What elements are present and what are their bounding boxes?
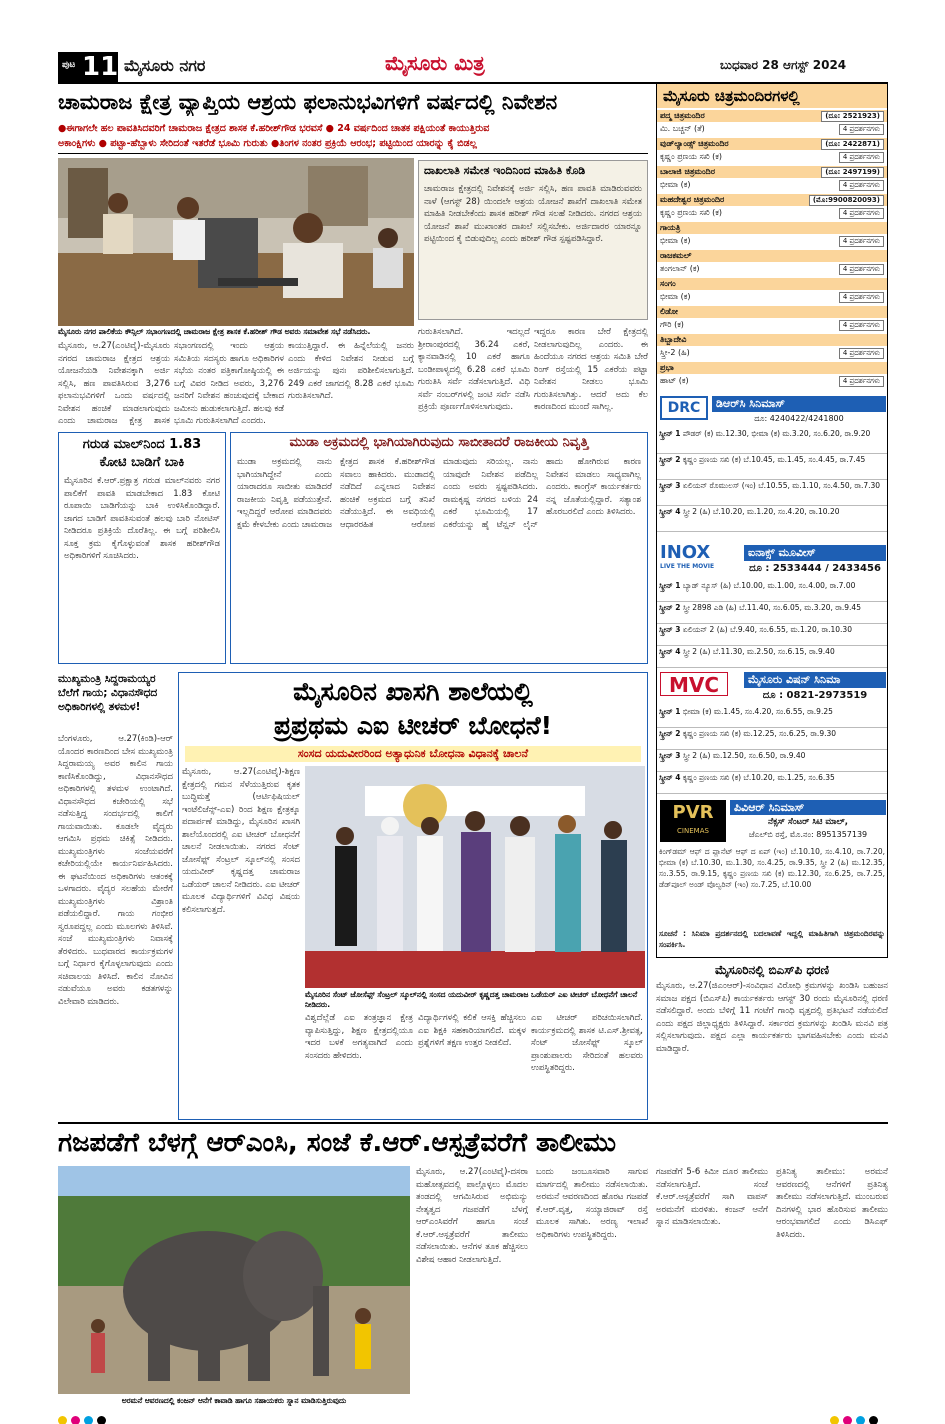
screen-label: ಸ್ಕ್ರೀನ್ 4 <box>659 773 681 782</box>
theatre-name <box>657 194 887 206</box>
movie-title: ಕೃಷ್ಣಂ ಪ್ರಣಯ ಸಖಿ (ಕ) <box>660 152 722 161</box>
shows-count: 4 ಪ್ರದರ್ಶನಗಳು <box>839 320 884 331</box>
section-title: ಮೈಸೂರು ನಗರ <box>124 56 206 75</box>
theatre-movie <box>657 319 887 331</box>
movie-title: ಹಾಟ್ (ಕ) <box>660 376 689 385</box>
issue-date: ಬುಧವಾರ 28 ಆಗಸ್ಟ್ 2024 <box>720 58 847 72</box>
shows-count: 4 ಪ್ರದರ್ಶನಗಳು <box>839 348 884 359</box>
theatre-name <box>657 306 887 318</box>
showtimes: ಏಲಿಯನ್ ರೊಮುಲಸ್ (ಇಂ) ಬೆ.10.55, ಮ.1.10, ಸಂ.4.50, ರಾ.7.30 <box>682 481 881 490</box>
ai-headline-2: ಪ್ರಪ್ರಥಮ ಎಐ ಟೀಚರ್ ಬೋಧನೆ! <box>273 711 553 740</box>
lead-column-3: ಕಾಯುತ್ತಿದ್ದಾರೆ. ಈ ಹಿನ್ನೆಲೆಯಲ್ಲಿ ಜನರು ಎಂದು ಕೇಳಿದ ನಿವೇಶನ ನೀಡುವ ಬಗ್ಗೆ ಅರ್ಜಿಯನ್ನು ಪುನಃ ಪರಿಶೀಲಿಸಲಾಗುತ್ತಿದೆ. 249 ಎಕರೆ ಜಾಗದಲ್ಲಿ 8.28 ಎಕರೆ ಭೂಮಿ ಗುರುತಿಸಲಾಗಿದೆ. <box>288 341 414 401</box>
movie-title: ಭೀಮಾ (ಕ) <box>660 180 691 189</box>
showtime-row <box>657 480 887 506</box>
theatre-phone: (ದೂ: 2422871) <box>821 139 884 150</box>
theatre-name <box>657 222 887 234</box>
showtime-row <box>657 728 887 750</box>
showtime-row <box>657 428 887 454</box>
screen-label: ಸ್ಕ್ರೀನ್ 1 <box>659 429 681 438</box>
theatre-movie <box>657 263 887 275</box>
theatre-title: ವುಡ್‌ಲ್ಯಾಂಡ್ಸ್ ಚಿತ್ರಮಂದಿರ <box>660 139 729 148</box>
shows-count: 4 ಪ್ರದರ್ಶನಗಳು <box>839 152 884 163</box>
showtime-row <box>657 646 887 668</box>
theatre-movie <box>657 123 887 135</box>
shows-count: 4 ಪ್ರದರ್ಶನಗಳು <box>839 264 884 275</box>
garuda-text: ಮೈಸೂರಿನ ಕೆ.ಆರ್.ಪ್ರಕ್ಷಾತ್ರ ಗರುಡ ಮಾಲ್‌ನವರು ನಗರ ಪಾಲಿಕೆಗೆ ಪಾವತಿ ಮಾಡಬೇಕಾದ 1.83 ಕೋಟಿ ರೂಪಾಯಿ ಬಾಡಿಗೆಯನ್ನು ಬಾಕಿ ಉಳಿಸಿಕೊಂಡಿದ್ದಾರೆ. ಜಾಗದ ಬಾಡಿಗೆ ಪಾವತಿಸುವಂತೆ ಹಲವು ಬಾರಿ ನೋಟಿಸ್ ನೀಡಿದರೂ ಪ್ರತಿಕ್ರಿಯೆ ದೊರೆತಿಲ್ಲ. ಈ ಬಗ್ಗೆ ಪರಿಶೀಲಿಸಿ ಸೂಕ್ತ ಕ್ರಮ ಕೈಗೊಳ್ಳುವಂತೆ ಶಾಸಕ ಹರೀಶ್‌ಗೌಡ ಅಧಿಕಾರಿಗಳಿಗೆ ಸೂಚಿಸಿದರು. <box>64 476 220 561</box>
records-box-text: ಚಾಮರಾಜ ಕ್ಷೇತ್ರದಲ್ಲಿ ನಿವೇಶನಕ್ಕೆ ಅರ್ಜಿ ಸಲ್ಲಿಸಿ, ಹಣ ಪಾವತಿ ಮಾಡಿರುವವರು ನಾಳೆ (ಆಗಸ್ಟ್ 28) ಯಿಂದಲೇ ಆಶ್ರಯ ಯೋಜನೆ ಶಾಖೆಗೆ ದಾಖಲಾತಿ ಸಮೇತ ಮಾಹಿತಿ ನೀಡಬೇಕೆಂದು ಶಾಸಕ ಹರೀಶ್ ಗೌಡ ಸಲಹೆ ನೀಡಿದರು. ನಗರದ ಆಶ್ರಯ ಯೋಜನೆ ಶಾಖೆ ಮುಖಾಂತರ ದಾಖಲೆ ಸಲ್ಲಿಸಬೇಕು. ಅರ್ಜಿದಾರರ ಯಾರನ್ನೂ ಪಟ್ಟಿಯಿಂದ ಕೈ ಬಿಡುವುದಿಲ್ಲ ಎಂದು ಹರೀಶ್ ಗೌಡ ಸ್ಪಷ್ಟಪಡಿಸಿದ್ದಾರೆ. <box>424 184 642 244</box>
screen-label: ಸ್ಕ್ರೀನ್ 3 <box>659 481 681 490</box>
theatre-title: ರಾಜಕಮಲ್ <box>660 251 692 260</box>
showtime-row <box>657 772 887 794</box>
shows-count: 4 ಪ್ರದರ್ಶನಗಳು <box>839 208 884 219</box>
showtimes: ಸ್ತ್ರೀ 2 (ಹಿ) ಮ.12.50, ಸಂ.6.50, ರಾ.9.40 <box>682 751 806 760</box>
theatre-title: ತಿಬ್ಬಾದೇವಿ <box>660 335 687 344</box>
elephant-photo <box>58 1166 410 1394</box>
showtimes: ಸ್ತ್ರೀ 2898 ಎಡಿ (ಹಿ) ಬೆ.11.40, ಸಂ.6.05, ಮ.3.20, ರಾ.9.45 <box>682 603 861 612</box>
showtime-row <box>657 624 887 646</box>
theatre-movie <box>657 291 887 303</box>
movie-title: ತಂಗಲಾನ್ (ಕ) <box>660 264 700 273</box>
showtimes: ಕೃಷ್ಣಂ ಪ್ರಣಯ ಸಖಿ (ಕ) ಮ.12.25, ಸಂ.6.25, ರಾ.9.30 <box>682 729 837 738</box>
theatre-name <box>657 166 887 178</box>
drc-phone: ದೂ: 4240422/4241800 <box>754 414 844 423</box>
screen-label: ಸ್ಕ್ರೀನ್ 3 <box>659 751 681 760</box>
cinema-title: ಮೈಸೂರು ಚಿತ್ರಮಂದಿರಗಳಲ್ಲಿ <box>657 84 887 108</box>
inox-logo-text: INOX <box>660 542 711 563</box>
pvr-location: ನೆಕ್ಸಸ್ ಸೆಂಟರ್ ಸಿಟಿ ಮಾಲ್, <box>768 817 848 827</box>
inox-name: ಐನಾಕ್ಸ್ ಮೂವೀಸ್ <box>744 545 886 561</box>
lead-bullets-1: ●ಈಗಾಗಲೇ ಹಲ ಪಾವತಿಸಿದವರಿಗೆ ಚಾಮರಾಜ ಕ್ಷೇತ್ರದ ಶಾಸಕ ಕೆ.ಹರೀಶ್‌ಗೌಡ ಭರವಸೆ ● 24 ವರ್ಷದಿಂದ ಚಾತಕ ಪಕ್ಷಿಯಂತೆ ಕಾಯುತ್ತಿರುವ <box>58 123 490 134</box>
theatre-movie <box>657 375 887 387</box>
garuda-headline-2: ಕೋಟಿ ಬಾಡಿಗೆ ಬಾಕಿ <box>99 455 185 470</box>
theatre-movie <box>657 179 887 191</box>
records-box <box>418 160 648 320</box>
movie-title: ಭೀಮಾ (ಕ) <box>660 236 691 245</box>
lead-photo-caption: ಮೈಸೂರು ನಗರ ಪಾಲಿಕೆಯ ಕೌನ್ಸಿಲ್ ಸಭಾಂಗಣದಲ್ಲಿ ಚಾಮರಾಜ ಕ್ಷೇತ್ರ ಶಾಸಕ ಕೆ.ಹರೀಶ್ ಗೌಡ ಅವರು ಸಮಾವೇಶ ಸಭೆ ನಡೆಸಿದರು. <box>58 327 371 336</box>
theatre-phone: (ದೂ: 2521923) <box>821 111 884 122</box>
pvr-name: ಪಿವಿಆರ್ ಸಿನಿಮಾಸ್ <box>730 800 886 815</box>
pvr-logo <box>660 800 726 842</box>
showtime-row <box>657 580 887 602</box>
records-box-title: ದಾಖಲಾತಿ ಸಮೇತ ಇಂದಿನಿಂದ ಮಾಹಿತಿ ಕೊಡಿ <box>424 164 586 177</box>
pvr-schedule: ಕಿಂಗ್‌ಡಮ್ ಆಫ್ ದ ಪ್ಲಾನೆಟ್ ಆಫ್ ದ ಏಪ್ (ಇಂ) ಬೆ.10.10, ಸಂ.4.10, ರಾ.7.20, ಭೀಮಾ (ಕ) ಬೆ.10.30, ಮ.1.30, ಸಂ.4.25, ರಾ.9.35, ಸ್ತ್ರೀ 2 (ಹಿ) ಮ.12.35, ಸಂ.3.55, ರಾ.9.15, ಕೃಷ್ಣಂ ಪ್ರಣಯ ಸಖಿ (ಕ) ಮ.12.30, ಸಂ.6.25, ರಾ.7.25, ಡೆಡ್‌ಪೂಲ್ ಅಂಡ್ ವೊಲ್ವರಿನ್ (ಇಂ) ಸಂ.7.25, ಬೆ.10.00 <box>659 847 885 889</box>
page-number-badge <box>58 52 118 82</box>
registration-dots-right <box>830 1410 882 1424</box>
lead-column-1: ಮೈಸೂರು, ಆ.27(ಎಂಟಿವೈ)-ಮೈಸೂರು ನಗರದ ಚಾಮರಾಜ ಕ್ಷೇತ್ರದ ಆಶ್ರಯ ಯೋಜನೆಯಡಿ ನಿವೇಶನಕ್ಕಾಗಿ ಅರ್ಜಿ ಸಲ್ಲಿಸಿ, ಹಣ ಪಾವತಿಸಿರುವ 3,276 ಫಲಾನುಭವಿಗಳಿಗೆ ಒಂದು ವರ್ಷದಲ್ಲಿ ನಿವೇಶನ ಹಂಚಿಕೆ ಮಾಡಲಾಗುವುದು ಎಂದು ಚಾಮರಾಜ ಕ್ಷೇತ್ರ ಶಾಸಕ <box>58 341 170 426</box>
theatre-movie <box>657 207 887 219</box>
garuda-headline-1: ಗರುಡ ಮಾಲ್‌ನಿಂದ 1.83 <box>82 437 202 452</box>
movie-title: ಸ್ತ್ರೀ-2 (ಹಿ) <box>660 348 690 357</box>
drc-name: ಡಿಆರ್‌ಸಿ ಸಿನಿಮಾಸ್ <box>712 396 886 412</box>
bsp-text: ಮೈಸೂರು, ಆ.27(ಜಿಎಂಆರ್)-ಸಂವಿಧಾನ ವಿರೋಧಿ ಕ್ರಮಗಳನ್ನು ಖಂಡಿಸಿ ಬಹುಜನ ಸಮಾಜ ಪಕ್ಷದ (ಬಿಎಸ್‌ಪಿ) ಕಾರ್ಯಕರ್ತರು ಆಗಸ್ಟ್ 30 ರಂದು ಮೈಸೂರಿನಲ್ಲಿ ಧರಣಿ ನಡೆಸಲಿದ್ದಾರೆ. ಅಂದು ಬೆಳಿಗ್ಗೆ 11 ಗಂಟೆಗೆ ಗಾಂಧಿ ವೃತ್ತದಲ್ಲಿ ಪ್ರತಿಭಟನೆ ನಡೆಯಲಿದೆ ಎಂದು ಪಕ್ಷದ ಜಿಲ್ಲಾಧ್ಯಕ್ಷರು ತಿಳಿಸಿದ್ದಾರೆ. ಸರ್ಕಾರದ ಕ್ರಮಗಳನ್ನು ಖಂಡಿಸಿ ಮನವಿ ಪತ್ರ ಸಲ್ಲಿಸಲಾಗುವುದು. ಪಕ್ಷದ ಎಲ್ಲಾ ಕಾರ್ಯಕರ್ತರು ಭಾಗವಹಿಸಬೇಕು ಎಂದು ಮನವಿ ಮಾಡಿದ್ದಾರೆ. <box>656 981 888 1054</box>
showtimes: ಭೀಮಾ (ಕ) ಮ.1.45, ಸಂ.4.20, ಸಂ.6.55, ರಾ.9.25 <box>682 707 833 716</box>
theatre-name <box>657 362 887 374</box>
screen-label: ಸ್ಕ್ರೀನ್ 4 <box>659 647 681 656</box>
elephant-photo-caption: ಅರಮನೆ ಆವರಣದಲ್ಲಿ ಕಂಜನ್ ಆನೆಗೆ ಕಾವಾಡಿ ಹಾಗೂ ಸಹಾಯಕರು ಸ್ನಾನ ಮಾಡಿಸುತ್ತಿರುವುದು <box>121 1396 347 1405</box>
showtime-row <box>657 750 887 772</box>
theatre-movie <box>657 347 887 359</box>
theatre-title: ಪದ್ಮ ಚಿತ್ರಮಂದಿರ <box>660 111 705 120</box>
theatre-title: ಮಹದೇಶ್ವರ ಚಿತ್ರಮಂದಿರ <box>660 195 725 204</box>
shows-count: 4 ಪ್ರದರ್ಶನಗಳು <box>839 376 884 387</box>
inox-logo <box>660 543 740 575</box>
page-number: 11 <box>82 52 119 82</box>
movie-title: ಮಿ. ಬಚ್ಚನ್ (ತೆ) <box>660 124 705 133</box>
showtimes: ಬ್ಯಾಡ್ ನ್ಯೂಸ್ (ಹಿ) ಬೆ.10.00, ಮ.1.00, ಸಂ.4.00, ರಾ.7.00 <box>682 581 856 590</box>
screen-label: ಸ್ಕ್ರೀನ್ 2 <box>659 455 681 464</box>
showtime-row <box>657 506 887 532</box>
muda-headline: ಮುಡಾ ಅಕ್ರಮದಲ್ಲಿ ಭಾಗಿಯಾಗಿರುವುದು ಸಾಬೀತಾದರೆ ರಾಜಕೀಯ ನಿವೃತ್ತಿ <box>289 435 589 450</box>
showtime-row <box>657 706 887 728</box>
theatre-title: ಪ್ರಭಾ <box>660 363 674 372</box>
screen-label: ಸ್ಕ್ರೀನ್ 1 <box>659 581 681 590</box>
movie-title: ಗೌರಿ (ಕ) <box>660 320 684 329</box>
inox-tagline: LIVE THE MOVIE <box>660 563 715 570</box>
showtimes: ಸ್ತ್ರೀ 2 (ಹಿ) ಬೆ.10.20, ಮ.1.20, ಸಂ.4.20, ರಾ.10.20 <box>682 507 840 516</box>
showtimes: ಪೌಡರ್ (ಕ) ಮ.12.30, ಭೀಮಾ (ಕ) ಮ.3.20, ಸಂ.6.20, ರಾ.9.20 <box>682 429 871 438</box>
theatre-movie <box>657 151 887 163</box>
showtime-row <box>657 454 887 480</box>
gajapade-headline: ಗಜಪಡೆಗೆ ಬೆಳಗ್ಗೆ ಆರ್‌ಎಂಸಿ, ಸಂಜೆ ಕೆ.ಆರ್.ಆಸ್ಪತ್ರೆವರೆಗೆ ತಾಲೀಮು <box>58 1128 617 1158</box>
registration-dots-left <box>58 1410 110 1424</box>
lead-column-5: ಇದ್ದರೂ ಕಾರಣ ಬೇರೆ ಕ್ಷೇತ್ರದಲ್ಲಿ ನೀಡಲಾಗುವುದಿಲ್ಲ ಎಂದರು. ಈ ಹಿಂದೆಯೂ ನಗರದ ಆಶ್ರಯ ಸಮಿತಿ ಬೇರೆ ರಿಂಗ್ ರಸ್ತೆಯಲ್ಲಿ 15 ಎಕರೆಯ ಪಟ್ಟಾ ನಿವೇಶನ ನೀಡಲು ಭೂಮಿ ಗುರುತಿಸಲಾಗಿತ್ತು. ಆದರೆ ಅದು ಕೆಲ ಕಾರಣದಿಂದ ಮುಂದೆ ಸಾಗಿಲ್ಲ. <box>534 327 648 412</box>
ai-event-photo <box>305 766 645 988</box>
shows-count: 4 ಪ್ರದರ್ಶನಗಳು <box>839 180 884 191</box>
gajapade-column-1: ಮೈಸೂರು, ಆ.27(ಎಂಟಿವೈ)-ದಸರಾ ಮಹೋತ್ಸವದಲ್ಲಿ ಪಾಲ್ಗೊಳ್ಳಲು ಮೊದಲ ತಂಡದಲ್ಲಿ ಆಗಮಿಸಿರುವ ಅಭಿಮನ್ಯು ನೇತೃತ್ವದ ಗಜಪಡೆಗೆ ಬೆಳಗ್ಗೆ ಆರ್‌ಎಂಸಿವರೆಗೆ ಹಾಗೂ ಸಂಜೆ ಕೆ.ಆರ್.ಆಸ್ಪತ್ರೆವರೆಗೆ ತಾಲೀಮು ನಡೆಸಲಾಯಿತು. ಆನೆಗಳ ತೂಕ ಹೆಚ್ಚಿಸಲು ವಿಶೇಷ ಆಹಾರ ನೀಡಲಾಗುತ್ತಿದೆ. <box>416 1167 528 1265</box>
gajapade-column-4: ಪ್ರತಿನಿತ್ಯ ತಾಲೀಮು: ಅರಮನೆ ಆವರಣದಲ್ಲಿ ಆನೆಗಳಿಗೆ ಪ್ರತಿನಿತ್ಯ ತಾಲೀಮು ನಡೆಸಲಾಗುತ್ತಿದೆ. ಮುಂಬರುವ ದಿನಗಳಲ್ಲಿ ಭಾರ ಹೊರಿಸುವ ತಾಲೀಮು ಆರಂಭವಾಗಲಿದೆ ಎಂದು ಡಿಸಿಎಫ್ ತಿಳಿಸಿದರು. <box>776 1167 888 1240</box>
theatre-name <box>657 278 887 290</box>
theatre-title: ಲಿಡೋ <box>660 307 678 316</box>
theatre-name <box>657 250 887 262</box>
showtime-row <box>657 602 887 624</box>
showtimes: ಏಲಿಯನ್ 2 (ಹಿ) ಬೆ.9.40, ಸಂ.6.55, ಮ.1.20, ರಾ.10.30 <box>682 625 852 634</box>
ai-headline-1: ಮೈಸೂರಿನ ಖಾಸಗಿ ಶಾಲೆಯಲ್ಲಿ <box>293 677 533 706</box>
lead-headline: ಚಾಮರಾಜ ಕ್ಷೇತ್ರ ವ್ಯಾಪ್ತಿಯ ಆಶ್ರಯ ಫಲಾನುಭವಿಗಳಿಗೆ ವರ್ಷದಲ್ಲಿ ನಿವೇಶನ <box>58 90 558 114</box>
theatre-title: ಸಂಗಂ <box>660 279 676 288</box>
lead-column-2: ಸಭಾಂಗಣದಲ್ಲಿ ಇಂದು ಆಶ್ರಯ ಸಮಿತಿಯ ಸದಸ್ಯರು ಹಾಗೂ ಅಧಿಕಾರಿಗಳ ಸಭೆಯ ನಂತರ ಪತ್ರಿಕಾಗೋಷ್ಠಿಯಲ್ಲಿ ಈ ಬಗ್ಗೆ ವಿವರ ನೀಡಿದ ಅವರು, 3,276 ಜನರಿಗೆ ನಿವೇಶನ ಹಂಚುವುದಕ್ಕೆ ಬೇಕಾದ ಜಮೀನು ಹುಡುಕಲಾಗುತ್ತಿದೆ. ಹಲವು ಕಡೆ ಭೂಮಿ ಗುರುತಿಸಲಾಗಿದೆ ಎಂದರು. <box>174 341 284 426</box>
mvc-name: ಮೈಸೂರು ವಿಷನ್ ಸಿನಿಮಾ <box>744 672 886 688</box>
divider <box>58 153 648 154</box>
showtimes: ಕೃಷ್ಣಂ ಪ್ರಣಯ ಸಖಿ (ಕ) ಬೆ.10.20, ಮ.1.25, ಸಂ.6.35 <box>682 773 835 782</box>
screen-label: ಸ್ಕ್ರೀನ್ 2 <box>659 729 681 738</box>
muda-text: ಮುಡಾ ಅಕ್ರಮದಲ್ಲಿ ನಾನು ಭಾಗಿಯಾಗಿದ್ದೇನೆ ಎಂದು ಯಾರಾದರೂ ಸಾಬೀತು ಮಾಡಿದರೆ ರಾಜಕೀಯ ನಿವೃತ್ತಿ ಪಡೆಯುತ್ತೇನೆ. ಇಲ್ಲದಿದ್ದರೆ ಆರೋಪ ಮಾಡಿದವರು ಕ್ಷಮೆ ಕೇಳಬೇಕು ಎಂದು ಚಾಮರಾಜ ಕ್ಷೇತ್ರದ ಶಾಸಕ ಕೆ.ಹರೀಶ್‌ಗೌಡ ಸವಾಲು ಹಾಕಿದರು. ಮುಡಾದಲ್ಲಿ ನಡೆದಿದೆ ಎನ್ನಲಾದ ನಿವೇಶನ ಹಂಚಿಕೆ ಅಕ್ರಮದ ಬಗ್ಗೆ ತನಿಖೆ ನಡೆಯುತ್ತಿದೆ. ಈ ಅವಧಿಯಲ್ಲಿ ಆಧಾರರಹಿತ ಆರೋಪ ಮಾಡುವುದು ಸರಿಯಲ್ಲ. ನಾನು ಯಾವುದೇ ನಿವೇಶನ ಪಡೆದಿಲ್ಲ ಎಂದು ಅವರು ಸ್ಪಷ್ಟಪಡಿಸಿದರು. ರಾಮಕೃಷ್ಣ ನಗರದ ಬಳಿಯ 24 ಎಕರೆ ಭೂಮಿಯಲ್ಲಿ 17 ಎಕರೆಯನ್ನು ಹೈ ಟೆನ್ಷನ್ ಲೈನ್ ಹಾದು ಹೋಗಿರುವ ಕಾರಣ ನಿವೇಶನ ಮಾಡಲು ಸಾಧ್ಯವಾಗಿಲ್ಲ ಎಂದರು. ಕಾಂಗ್ರೆಸ್ ಕಾರ್ಯಕರ್ತರು ನನ್ನ ಜೊತೆಯಲ್ಲಿದ್ದಾರೆ. ಸತ್ಯಾಂಶ ಹೊರಬರಲಿದೆ ಎಂದು ತಿಳಿಸಿದರು. <box>237 457 641 530</box>
inox-phone: ದೂ : 2533444 / 2433456 <box>749 563 881 574</box>
screen-label: ಸ್ಕ್ರೀನ್ 1 <box>659 707 681 716</box>
ai-subheadline: ಸಂಸದ ಯದುವೀರರಿಂದ ಅತ್ಯಾಧುನಿಕ ಬೋಧನಾ ವಿಧಾನಕ್ಕೆ ಚಾಲನೆ <box>185 746 641 762</box>
muda-box <box>230 432 648 664</box>
pvr-logo-sub: CINEMAS <box>677 827 709 835</box>
meeting-photo <box>58 158 414 326</box>
theatre-title: ಬಾಲಾಜಿ ಚಿತ್ರಮಂದಿರ <box>660 167 715 176</box>
siddaramaiah-text: ಬೆಂಗಳೂರು, ಆ.27(ಕಿಂಡಿ)-ಆರ್ ಯೊಂದರ ಕಾರಣದಿಂದ ಬೇಸ ಮುಖ್ಯಮಂತ್ರಿ ಸಿದ್ದರಾಮಯ್ಯ ಅವರ ಕಾಲಿನ ಗಾಯ ಕಾಣಿಸಿಕೊಂಡಿದ್ದು, ವಿಧಾನಸೌಧದ ಅಧಿಕಾರಿಗಳಲ್ಲಿ ತಳಮಳ ಉಂಟಾಗಿದೆ. ವಿಧಾನಸೌಧದ ಕಚೇರಿಯಲ್ಲಿ ಸಭೆ ನಡೆಸುತ್ತಿದ್ದ ಸಂದರ್ಭದಲ್ಲಿ ಕಾಲಿಗೆ ಗಾಯವಾಯಿತು. ಕೂಡಲೇ ವೈದ್ಯರು ಆಗಮಿಸಿ ಪ್ರಥಮ ಚಿಕಿತ್ಸೆ ನೀಡಿದರು. ಮುಖ್ಯಮಂತ್ರಿಗಳು ಸಂಜೆಯವರೆಗೆ ಕಚೇರಿಯಲ್ಲಿಯೇ ಕಾರ್ಯನಿರ್ವಹಿಸಿದರು. ಈ ಘಟನೆಯಿಂದ ಅಧಿಕಾರಿಗಳು ಆತಂಕಕ್ಕೆ ಒಳಗಾದರು. ವೈದ್ಯರ ಸಲಹೆಯ ಮೇರೆಗೆ ಮುಖ್ಯಮಂತ್ರಿಗಳು ವಿಶ್ರಾಂತಿ ಪಡೆಯಲಿದ್ದಾರೆ. ಗಾಯ ಗಂಭೀರ ಸ್ವರೂಪದ್ದಲ್ಲ ಎಂದು ಮೂಲಗಳು ತಿಳಿಸಿವೆ. ಸಂಜೆ ಮುಖ್ಯಮಂತ್ರಿಗಳು ನಿವಾಸಕ್ಕೆ ತೆರಳಿದರು. ಬುಧವಾರದ ಕಾರ್ಯಕ್ರಮಗಳ ಬಗ್ಗೆ ನಿರ್ಧಾರ ಕೈಗೊಳ್ಳಲಾಗುವುದು ಎಂದು ಸಚಿವಾಲಯ ತಿಳಿಸಿದೆ. ಕಾಲಿನ ನೋವಿನ ನಡುವೆಯೂ ಅವರು ಕಡತಗಳನ್ನು ವಿಲೇವಾರಿ ಮಾಡಿದರು. <box>58 734 173 1007</box>
newspaper-brand: ಮೈಸೂರು ಮಿತ್ರ <box>385 51 485 75</box>
theatre-phone: (ದೂ: 2497199) <box>821 167 884 178</box>
siddaramaiah-headline: ಮುಖ್ಯಮಂತ್ರಿ ಸಿದ್ದರಾಮಯ್ಯರ ಬೆಲೆಗೆ ಗಾಯ; ವಿಧಾನಸೌಧದ ಅಧಿಕಾರಿಗಳಲ್ಲಿ ತಳಮಳ! <box>58 673 158 713</box>
gajapade-column-2: ಬಂದು ಜಂಬೂಸವಾರಿ ಸಾಗುವ ಮಾರ್ಗದಲ್ಲಿ ತಾಲೀಮು ನಡೆಸಲಾಯಿತು. ಅರಮನೆ ಆವರಣದಿಂದ ಹೊರಟ ಗಜಪಡೆ ಕೆ.ಆರ್.ವೃತ್ತ, ಸಯ್ಯಾಜಿರಾವ್ ರಸ್ತೆ ಮೂಲಕ ಸಾಗಿತು. ಅರಣ್ಯ ಇಲಾಖೆ ಅಧಿಕಾರಿಗಳು ಉಪಸ್ಥಿತರಿದ್ದರು. <box>536 1167 648 1240</box>
cinema-note: ಸೂಚನೆ : ಸಿನಿಮಾ ಪ್ರದರ್ಶನದಲ್ಲಿ ಬದಲಾವಣೆ ಇದ್ದಲ್ಲಿ ಮಾಹಿತಿಗಾಗಿ ಚಿತ್ರಮಂದಿರವನ್ನು ಸಂಪರ್ಕಿಸಿ. <box>659 929 885 949</box>
theatre-name <box>657 138 887 150</box>
ai-column-1: ಮೈಸೂರು, ಆ.27(ಎಂಟಿವೈ)-ಶಿಕ್ಷಣ ಕ್ಷೇತ್ರದಲ್ಲಿ ಗಮನ ಸೆಳೆಯುತ್ತಿರುವ ಕೃತಕ ಬುದ್ಧಿಮತ್ತೆ (ಆರ್ಟಿಫಿಷಿಯಲ್ ಇಂಟೆಲಿಜೆನ್ಸ್-ಎಐ) ರಿಂದ ಶಿಕ್ಷಣ ಕ್ಷೇತ್ರಕ್ಕೂ ಪದಾರ್ಪಣೆ ಮಾಡಿದ್ದು, ಮೈಸೂರಿನ ಖಾಸಗಿ ಶಾಲೆಯೊಂದರಲ್ಲಿ ಎಐ ಟೀಚರ್ ಬೋಧನೆಗೆ ಚಾಲನೆ ನೀಡಲಾಯಿತು. ನಗರದ ಸೆಂಟ್ ಜೋಸೆಫ್ಸ್ ಸೆಂಟ್ರಲ್ ಸ್ಕೂಲ್‌ನಲ್ಲಿ ಸಂಸದ ಯದುವೀರ್ ಕೃಷ್ಣದತ್ತ ಚಾಮರಾಜ ಒಡೆಯರ್ ಚಾಲನೆ ನೀಡಿದರು. ಎಐ ಟೀಚರ್ ಮೂಲಕ ವಿದ್ಯಾರ್ಥಿಗಳಿಗೆ ವಿವಿಧ ವಿಷಯ ಕಲಿಸಲಾಗುತ್ತದೆ. <box>182 767 300 915</box>
screen-label: ಸ್ಕ್ರೀನ್ 2 <box>659 603 681 612</box>
drc-logo: DRC <box>660 396 708 420</box>
theatre-name <box>657 110 887 122</box>
theatre-title: ಗಾಯತ್ರಿ <box>660 223 681 232</box>
movie-title: ಭೀಮಾ (ಕ) <box>660 292 691 301</box>
ai-column-2: ವಿಶ್ವದೆಲ್ಲೆಡೆ ಎಐ ತಂತ್ರಜ್ಞಾನ ಕ್ಷೇತ್ರ ವ್ಯಾಪಿಸುತ್ತಿದ್ದು, ಶಿಕ್ಷಣ ಕ್ಷೇತ್ರದಲ್ಲಿಯೂ ಇದರ ಬಳಕೆ ಅಗತ್ಯವಾಗಿದೆ ಎಂದು ಸಂಸದರು ಹೇಳಿದರು. <box>305 1013 413 1061</box>
showtimes: ಕೃಷ್ಣಂ ಪ್ರಣಯ ಸಖಿ (ಕ) ಬೆ.10.45, ಮ.1.45, ಸಂ.4.45, ರಾ.7.45 <box>682 455 866 464</box>
shows-count: 4 ಪ್ರದರ್ಶನಗಳು <box>839 124 884 135</box>
gajapade-column-3: ಗಜಪಡೆಗೆ 5-6 ಕಿಮೀ ದೂರ ತಾಲೀಮು ನಡೆಸಲಾಗುತ್ತಿದೆ. ಸಂಜೆ ಕೆ.ಆರ್.ಆಸ್ಪತ್ರೆವರೆಗೆ ಸಾಗಿ ವಾಪಸ್ ಅರಮನೆಗೆ ಮರಳಿತು. ಕಂಜನ್ ಆನೆಗೆ ಸ್ನಾನ ಮಾಡಿಸಲಾಯಿತು. <box>656 1167 768 1227</box>
shows-count: 4 ಪ್ರದರ್ಶನಗಳು <box>839 292 884 303</box>
ai-column-4: ಎಐ ಟೀಚರ್ ಪರಿಚಯಿಸಲಾಗಿದೆ. ಕಾರ್ಯಕ್ರಮದಲ್ಲಿ ಶಾಸಕ ಟಿ.ಎಸ್.ಶ್ರೀವತ್ಸ, ಸೆಂಟ್ ಜೋಸೆಫ್ಸ್ ಸ್ಕೂಲ್ ಪ್ರಾಂಶುಪಾಲರು ಸೇರಿದಂತೆ ಹಲವರು ಉಪಸ್ಥಿತರಿದ್ದರು. <box>531 1013 643 1073</box>
screen-label: ಸ್ಕ್ರೀನ್ 4 <box>659 507 681 516</box>
theatre-name <box>657 334 887 346</box>
mvc-phone: ದೂ : 0821-2973519 <box>762 690 868 701</box>
screen-label: ಸ್ಕ್ರೀನ್ 3 <box>659 625 681 634</box>
movie-title: ಕೃಷ್ಣಂ ಪ್ರಣಯ ಸಖಿ (ಕ) <box>660 208 722 217</box>
ai-photo-caption: ಮೈಸೂರಿನ ಸೆಂಟ್ ಜೋಸೆಫ್ಸ್ ಸೆಂಟ್ರಲ್ ಸ್ಕೂಲ್‌ನಲ್ಲಿ ಸಂಸದ ಯದುವೀರ್ ಕೃಷ್ಣದತ್ತ ಚಾಮರಾಜ ಒಡೆಯರ್ ಎಐ ಟೀಚರ್ ಬೋಧನೆಗೆ ಚಾಲನೆ ನೀಡಿದರು. <box>305 990 638 1009</box>
ai-column-3: ವಿದ್ಯಾರ್ಥಿಗಳಲ್ಲಿ ಕಲಿಕೆ ಆಸಕ್ತಿ ಹೆಚ್ಚಿಸಲು ಎಐ ಶಿಕ್ಷಕಿ ಸಹಕಾರಿಯಾಗಲಿದೆ. ಮಕ್ಕಳ ಪ್ರಶ್ನೆಗಳಿಗೆ ತಕ್ಷಣ ಉತ್ತರ ನೀಡಲಿದೆ. <box>418 1013 526 1048</box>
garuda-box <box>58 432 226 664</box>
showtimes: ಸ್ತ್ರೀ 2 (ಹಿ) ಬೆ.11.30, ಮ.2.50, ಸಂ.6.15, ರಾ.9.40 <box>682 647 835 656</box>
lead-bullets-2: ಅಕಾಂಕ್ಷಿಗಳು ● ಪಟ್ಟಾ-ಹೆಬ್ಬಾಳು ಸೇರಿದಂತೆ ಇತರೆಡೆ ಭೂಮಿ ಗುರುತು ●ತಿಂಗಳ ನಂತರ ಪ್ರಕ್ರಿಯೆ ಆರಂಭ; ಪಟ್ಟಿಯಿಂದ ಯಾರನ್ನು ಕೈ ಬಿಡಲ್ಲ <box>58 138 477 149</box>
pvr-logo-text: PVR <box>672 802 714 823</box>
shows-count: 4 ಪ್ರದರ್ಶನಗಳು <box>839 236 884 247</box>
lead-column-4: ಗುರುತಿಸಲಾಗಿದೆ. ಇದಲ್ಲದೆ ಶ್ರೀರಾಂಪುರದಲ್ಲಿ 36.24 ಎಕರೆ, ಕ್ಯಾನವಾಡಿನಲ್ಲಿ 10 ಎಕರೆ ಹಾಗೂ ಬಂಡೀಪಾಳ್ಯದಲ್ಲಿ 6.28 ಎಕರೆ ಭೂಮಿ ಗುರುತಿಸಿ ಸರ್ವೆ ನಡೆಸಲಾಗುತ್ತಿದೆ. ವಿಧಿ ಸರ್ವೆ ನಂಬರ್‌ಗಳಲ್ಲಿ ಜಂಟಿ ಸರ್ವೆ ನಡೆಸಿ ಪ್ರಕ್ರಿಯೆ ಪೂರ್ಣಗೊಳಿಸಲಾಗುವುದು. <box>418 327 530 412</box>
theatre-movie <box>657 235 887 247</box>
page-label: ಪುಟ <box>62 60 76 70</box>
pvr-phone: ಜೆಎಲ್‌ಬಿ ರಸ್ತೆ, ಮೊ.ನಂ: 8951357139 <box>748 830 868 839</box>
mvc-logo: MVC <box>660 672 728 696</box>
bsp-headline: ಮೈಸೂರಿನಲ್ಲಿ ಬಿಎಸ್‌ಪಿ ಧರಣಿ <box>715 963 829 977</box>
theatre-phone: (ಮೊ:9900820093) <box>809 195 884 206</box>
